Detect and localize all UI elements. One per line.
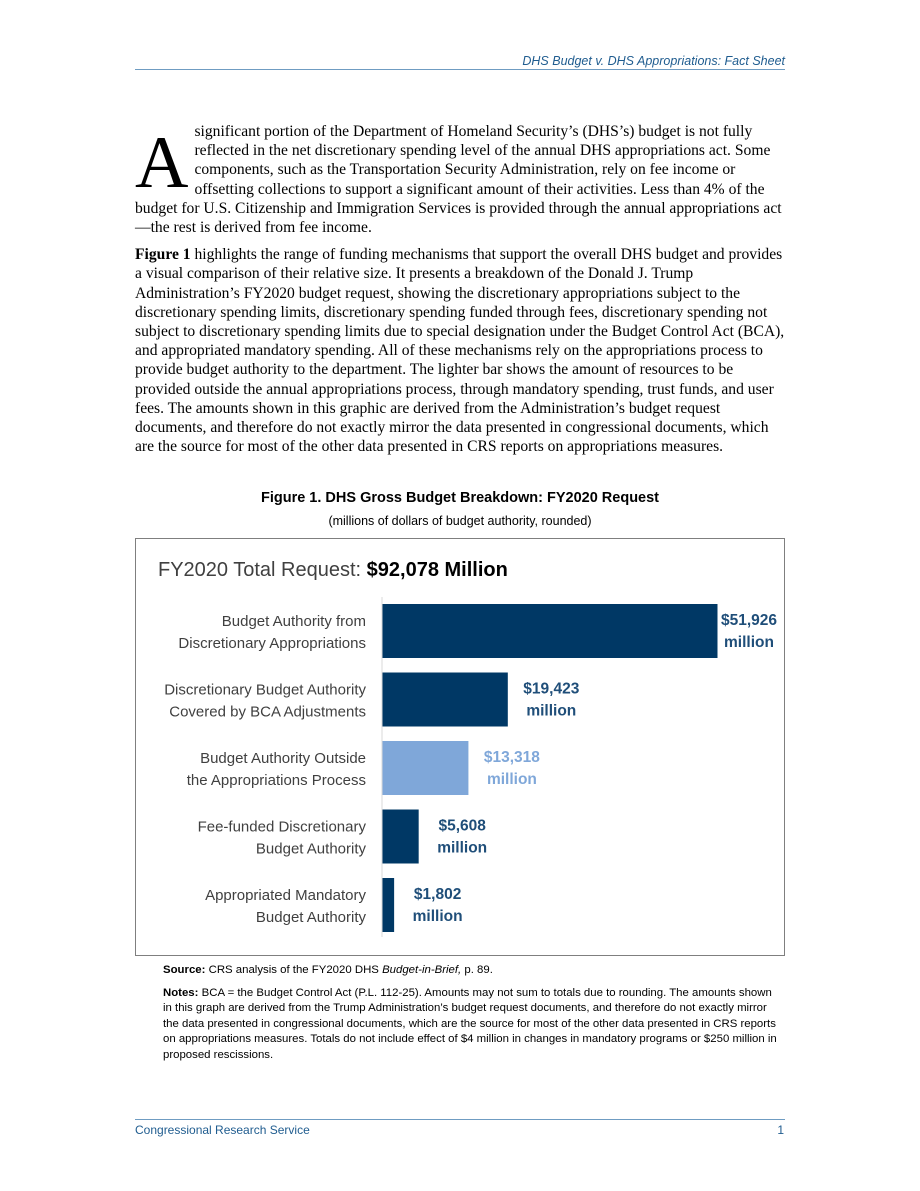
bar-2 [383,673,508,727]
source-page: p. 89. [461,964,493,976]
category-label-3-line-2: the Appropriations Process [186,772,366,789]
bar-4 [383,810,419,864]
figure-title: Figure 1. DHS Gross Budget Breakdown: FY2020 Request [260,490,660,506]
data-label-3-line-2: million [486,771,537,788]
footer-rule [135,1119,785,1120]
footer-publisher: Congressional Research Service [135,1123,310,1137]
chart-container [135,538,785,956]
data-label-4-line-1: $5,608 [438,817,486,835]
chart-title-prefix: FY2020 Total Request: [158,559,367,581]
category-label-4-line-2: Budget Authority [255,840,366,858]
data-label-5-line-1: $1,802 [413,886,462,903]
source-publication: Budget-in-Brief, [382,964,462,976]
category-label-1-line-2: Discretionary Appropriations [178,635,366,652]
bar-chart [136,539,784,955]
category-label-5-line-2: Budget Authority [255,909,366,926]
figure-reference: Figure 1 [135,246,191,264]
notes-text: BCA = the Budget Control Act (P.L. 112-25). Amounts may not sum to totals due to rounding. The amounts shown in this graph are derived from the Trump Administration’s budget request documents, and therefore do not exactly mirror the data presented in congressional documents, which are the source for most of the other data presented in CRS reports on appropriations measures. Totals do not include effect of $4 million in changes in mandatory programs or $250 million in proposed rescissions. [163,987,777,1061]
intro-paragraph [135,122,787,237]
chart-title-total: $92,078 Million [366,559,508,581]
data-label-2-line-2: million [526,702,577,720]
data-label-4-line-2: million [437,839,488,857]
bar-5 [383,878,395,932]
data-label-1-line-2: million [724,634,774,651]
category-label-3-line-1: Budget Authority Outside [200,750,366,767]
figure-description-text: highlights the range of funding mechanisms that support the overall DHS budget and provides a visual comparison of their relative size. It presents a breakdown of the Donald J. Trump Administration’s FY2020 budget request, showing the discretionary appropriations subject to the discretionary spending limits, discretionary spending funded through fees, discretionary spending not subject to discretionary spending limits due to special designation under the Budget Control Act (BCA), and appropriated mandatory spending. All of these mechanisms rely on the appropriations process to provide budget authority to the department. The lighter bar shows the amount of resources to be provided outside the annual appropriations process, through mandatory spending, trust funds, and user fees. The amounts shown in this graphic are derived from the Administration’s budget request documents, and therefore do not exactly mirror the data presented in congressional documents, which are the source for most of the other data presented in CRS reports on appropriations measures. [135,246,785,456]
figure-subtitle: (millions of dollars of budget authority, rounded) [328,514,592,528]
category-label-5-line-1: Appropriated Mandatory [205,887,366,904]
data-label-2-line-1: $19,423 [523,680,580,698]
figure-notes [163,986,779,1063]
drop-cap: A [135,122,189,204]
running-header-title: DHS Budget v. DHS Appropriations: Fact Sheet [522,54,785,68]
figure-description-paragraph [135,245,787,456]
category-label-1-line-1: Budget Authority from [221,613,366,630]
bar-3 [383,741,469,795]
category-label-2-line-1: Discretionary Budget Authority [164,681,366,699]
source-text: CRS analysis of the FY2020 DHS [205,964,383,976]
category-label-4-line-1: Fee-funded Discretionary [197,818,366,836]
bar-1 [383,604,718,658]
chart-title [158,559,508,581]
data-label-5-line-2: million [412,908,463,925]
category-label-2-line-2: Covered by BCA Adjustments [169,703,366,721]
figure-source [163,963,779,978]
header-rule [135,69,785,70]
source-label: Source: [163,964,206,976]
data-label-3-line-1: $13,318 [483,749,540,766]
notes-label: Notes: [163,987,199,999]
body-text [135,122,787,464]
page-number: 1 [777,1123,784,1137]
data-label-1-line-1: $51,926 [720,612,778,629]
intro-text: significant portion of the Department of Homeland Security’s (DHS’s) budget is not fully reflected in the net discretionary spending level of the annual DHS appropriations act. Some components, such as the Transportation Security Administration, rely on fee income or offsetting collections to support a significant amount of their activities. Less than 4% of the budget for U.S. Citizenship and Immigration Services is provided through the annual appropriations act—the rest is derived from fee income. [135,123,782,237]
